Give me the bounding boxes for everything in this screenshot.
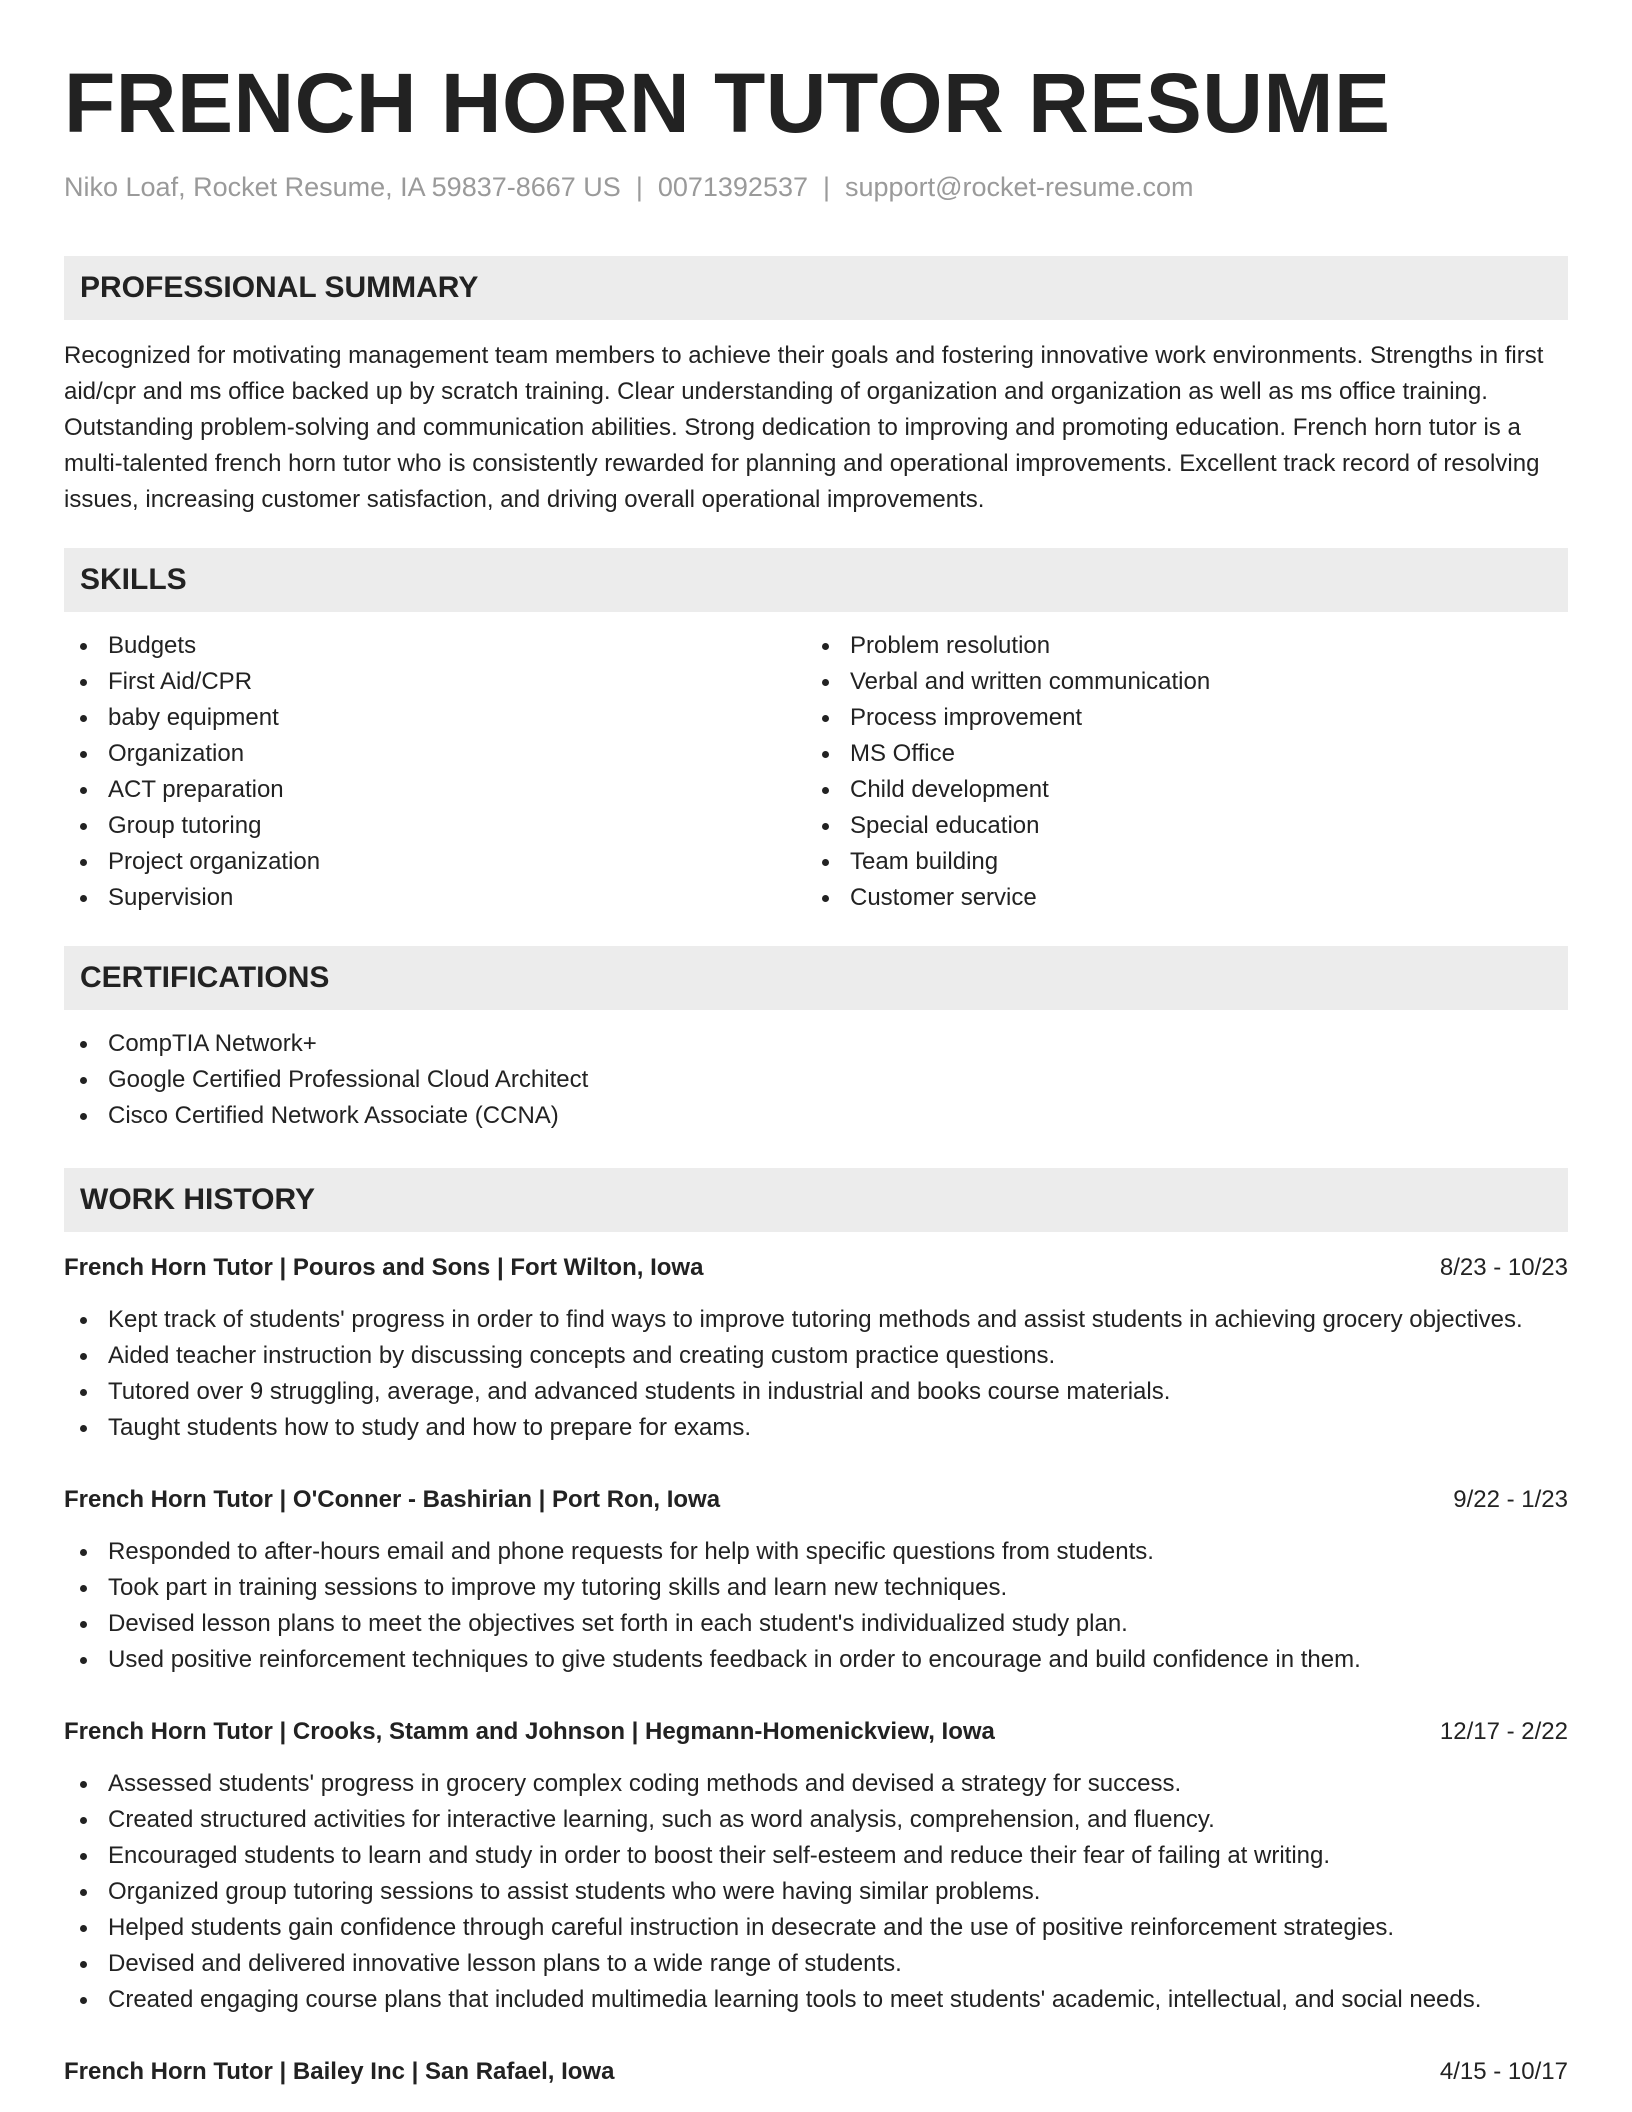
job-title: French Horn Tutor | Pouros and Sons | Fort Wilton, Iowa [64,1254,704,1281]
job-bullet: Created engaging course plans that included multimedia learning tools to meet students' academic, intellectual, and social needs. [64,1982,1568,2018]
skill-item: Special education [806,808,1548,844]
job-bullet: Took part in training sessions to improve my tutoring skills and learn new techniques. [64,1570,1568,1606]
job-title: French Horn Tutor | O'Conner - Bashirian | Port Ron, Iowa [64,1486,721,1513]
job-entry [64,2054,1568,2090]
work-history-heading: WORK HISTORY [64,1168,1568,1232]
job-bullet: Used positive reinforcement techniques to give students feedback in order to encourage and build confidence in them. [64,1642,1568,1678]
skills-list-left [64,628,806,916]
job-dates: 9/22 - 1/23 [1453,1486,1568,1513]
job-bullet: Created structured activities for interactive learning, such as word analysis, comprehension, and fluency. [64,1802,1568,1838]
job-header [64,1250,1568,1286]
skill-item: Organization [64,736,806,772]
resume-title: FRENCH HORN TUTOR RESUME [64,56,1391,150]
skill-item: Budgets [64,628,806,664]
job-entry [64,1714,1568,2018]
job-dates: 8/23 - 10/23 [1439,1254,1568,1281]
summary-text: Recognized for motivating management team members to achieve their goals and fostering innovative work environments. Strengths in first aid/cpr and ms office backed up by scratch training. Clear understanding of organization and organization as well as ms office training. Outstanding problem-solving and communication abilities. Strong dedication to improving and promoting education. French horn tutor is a multi-talented french horn tutor who is consistently rewarded for planning and operational improvements. Excellent track record of resolving issues, increasing customer satisfaction, and driving overall operational improvements. [64,342,1544,513]
skill-item: Process improvement [806,700,1548,736]
job-header [64,2054,1568,2090]
job-bullet: Taught students how to study and how to prepare for exams. [64,1410,1568,1446]
contact-name-address: Niko Loaf, Rocket Resume, IA 59837-8667 US [64,172,621,202]
skill-item: Team building [806,844,1548,880]
job-bullet: Helped students gain confidence through careful instruction in desecrate and the use of positive reinforcement strategies. [64,1910,1568,1946]
job-entry [64,1482,1568,1678]
job-entry [64,1250,1568,1446]
certification-item: Google Certified Professional Cloud Architect [64,1062,1568,1098]
certification-item: Cisco Certified Network Associate (CCNA) [64,1098,1568,1134]
contact-separator: | [823,172,831,202]
job-bullet: Organized group tutoring sessions to assist students who were having similar problems. [64,1874,1568,1910]
skill-item: ACT preparation [64,772,806,808]
summary-heading: PROFESSIONAL SUMMARY [64,256,1568,320]
skills-heading: SKILLS [64,548,1568,612]
skill-item: baby equipment [64,700,806,736]
contact-line [64,169,1568,205]
job-dates: 12/17 - 2/22 [1439,1718,1568,1745]
job-title: French Horn Tutor | Crooks, Stamm and Johnson | Hegmann-Homenickview, Iowa [64,1718,995,1745]
job-bullet: Devised and delivered innovative lesson plans to a wide range of students. [64,1946,1568,1982]
skill-item: Verbal and written communication [806,664,1548,700]
job-header [64,1482,1568,1518]
job-bullet: Tutored over 9 struggling, average, and advanced students in industrial and books course materials. [64,1374,1568,1410]
skill-item: Problem resolution [806,628,1548,664]
skills-grid [64,628,1568,916]
job-dates: 4/15 - 10/17 [1439,2058,1568,2085]
skill-item: Supervision [64,880,806,916]
skill-item: Child development [806,772,1548,808]
skill-item: Customer service [806,880,1548,916]
job-bullet: Assessed students' progress in grocery complex coding methods and devised a strategy for success. [64,1766,1568,1802]
skill-item: Group tutoring [64,808,806,844]
skill-item: First Aid/CPR [64,664,806,700]
contact-separator: | [635,172,643,202]
job-bullet: Devised lesson plans to meet the objectives set forth in each student's individualized study plan. [64,1606,1568,1642]
job-bullets [64,1534,1568,1678]
job-bullets [64,1302,1568,1446]
contact-email[interactable]: support@rocket-resume.com [845,172,1194,202]
job-bullet: Kept track of students' progress in order to find ways to improve tutoring methods and assist students in achieving grocery objectives. [64,1302,1568,1338]
skill-item: Project organization [64,844,806,880]
skills-list-right [806,628,1548,916]
job-bullet: Responded to after-hours email and phone requests for help with specific questions from students. [64,1534,1568,1570]
certification-item: CompTIA Network+ [64,1026,1568,1062]
contact-phone: 0071392537 [657,172,808,202]
job-bullet: Aided teacher instruction by discussing concepts and creating custom practice questions. [64,1338,1568,1374]
job-bullet: Encouraged students to learn and study in order to boost their self-esteem and reduce their fear of failing at writing. [64,1838,1568,1874]
job-title: French Horn Tutor | Bailey Inc | San Rafael, Iowa [64,2058,615,2085]
certifications-list [64,1026,1568,1134]
skill-item: MS Office [806,736,1548,772]
job-header [64,1714,1568,1750]
certifications-heading: CERTIFICATIONS [64,946,1568,1010]
job-bullets [64,1766,1568,2018]
